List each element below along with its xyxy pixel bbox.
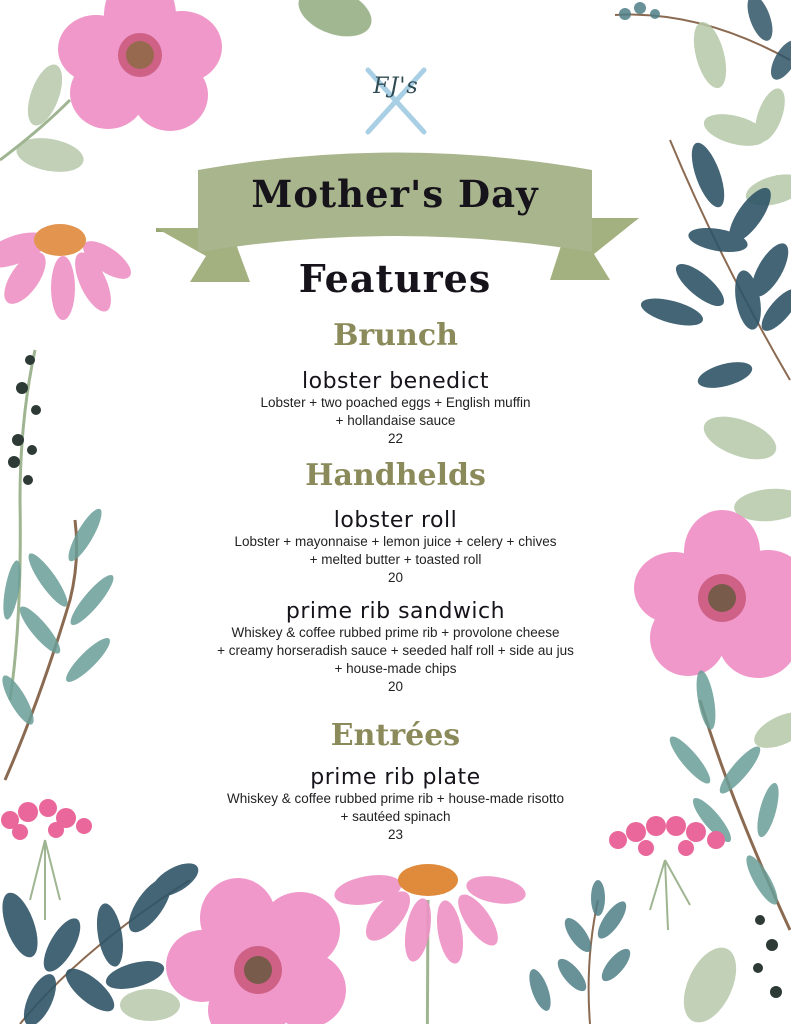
section-title-handhelds: Handhelds <box>305 458 486 493</box>
menu-item-prime-rib-plate <box>170 766 621 844</box>
section-title-entrees: Entrées <box>330 718 461 753</box>
menu-item-prime-rib-sandwich <box>170 600 621 696</box>
item-desc-line: Whiskey & coffee rubbed prime rib + house-made risotto <box>226 791 565 806</box>
item-desc-line: + house-made chips <box>334 661 457 676</box>
menu-item-lobster-roll <box>170 509 621 587</box>
item-desc-line: Lobster + mayonnaise + lemon juice + celery + chives <box>234 534 557 549</box>
teal-leaves-right <box>638 139 791 393</box>
item-desc-line: + melted butter + toasted roll <box>309 552 482 567</box>
item-price: 23 <box>387 827 404 842</box>
pink-flower-right <box>634 510 791 678</box>
item-price: 20 <box>387 570 404 585</box>
logo-text: FJ's <box>373 74 419 99</box>
item-desc-line: + sautéed spinach <box>340 809 451 824</box>
item-desc-line: + creamy horseradish sauce + seeded half roll + side au jus <box>217 643 574 658</box>
coneflower-bottom <box>332 864 528 1024</box>
item-name: lobster roll <box>333 508 458 533</box>
restaurant-logo <box>356 62 436 140</box>
pink-cluster-right <box>609 816 725 930</box>
pink-flower-bottom <box>166 878 346 1024</box>
dark-sprig-left <box>8 350 41 700</box>
features-title: Features <box>298 256 492 301</box>
leaf-branch-bottom-right <box>665 669 790 930</box>
menu-item-lobster-benedict <box>170 370 621 448</box>
teal-leaves-bottom-left <box>0 857 204 1024</box>
item-name: prime rib sandwich <box>285 599 506 624</box>
pink-flower-top-left <box>58 0 222 131</box>
item-price: 22 <box>387 431 404 446</box>
item-name: prime rib plate <box>310 765 481 790</box>
banner-title: Mother's Day <box>251 172 539 216</box>
item-desc-line: Lobster + two poached eggs + English muffin <box>260 395 531 410</box>
coneflower-left <box>0 224 137 320</box>
item-desc-line: + hollandaise sauce <box>335 413 456 428</box>
item-desc-line: Whiskey & coffee rubbed prime rib + provolone cheese <box>231 625 560 640</box>
item-price: 20 <box>387 679 404 694</box>
section-title-brunch: Brunch <box>333 318 458 353</box>
item-name: lobster benedict <box>302 369 489 394</box>
